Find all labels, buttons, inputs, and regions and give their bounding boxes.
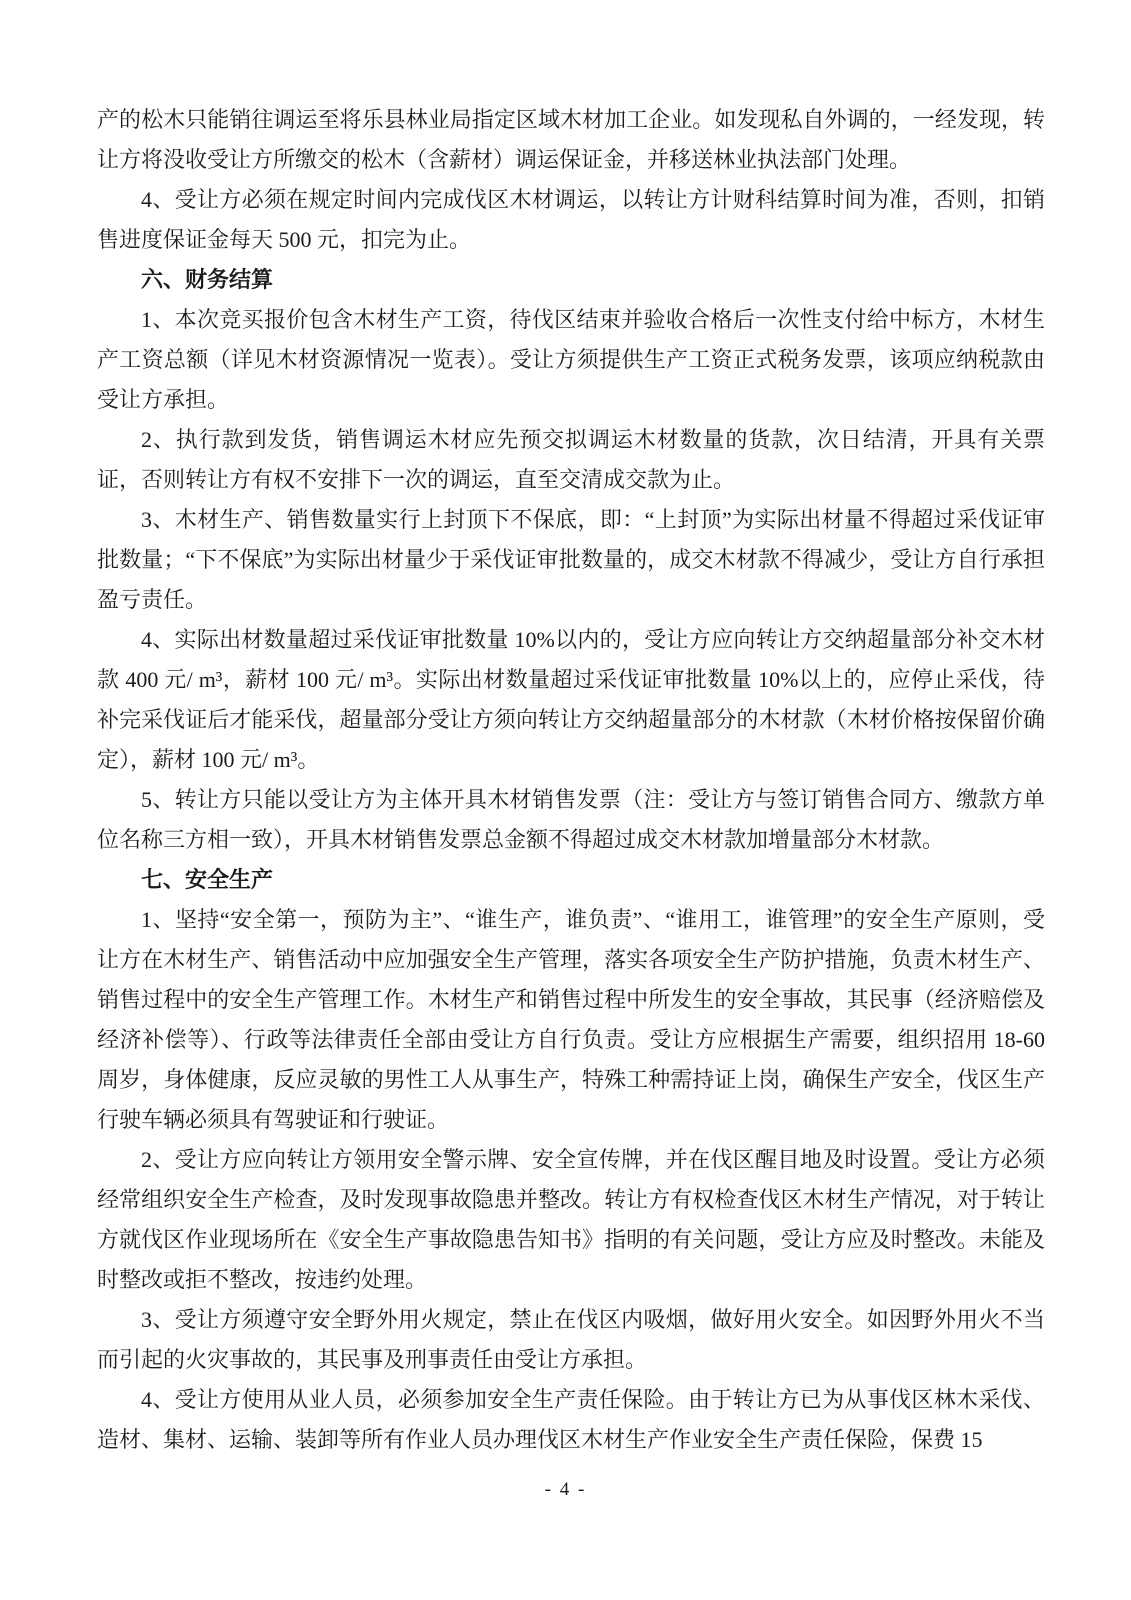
paragraph: 5、转让方只能以受让方为主体开具木材销售发票（注：受让方与签订销售合同方、缴款方单位名称三方相一致），开具木材销售发票总金额不得超过成交木材款加增量部分木材款。 — [97, 787, 1045, 852]
paragraph: 4、受让方使用从业人员，必须参加安全生产责任保险。由于转让方已为从事伐区林木采伐、造材、集材、运输、装卸等所有作业人员办理伐区木材生产作业安全生产责任保险，保费 15 — [97, 1387, 1045, 1452]
paragraph: 4、实际出材数量超过采伐证审批数量 10%以内的，受让方应向转让方交纳超量部分补交木材款 400 元/ m³，薪材 100 元/ m³。实际出材数量超过采伐证审批数量 10%以上的，应停止采伐，待补完采伐证后才能采伐，超量部分受让方须向转让方交纳超量部分的木材款（木材价格按保留价确定），薪材 100 元/ m³。 — [97, 627, 1045, 772]
document-body — [97, 100, 1045, 1460]
section-heading: 六、财务结算 — [141, 267, 274, 292]
paragraph: 2、受让方应向转让方领用安全警示牌、安全宣传牌，并在伐区醒目地及时设置。受让方必须经常组织安全生产检查，及时发现事故隐患并整改。转让方有权检查伐区木材生产情况，对于转让方就伐区作业现场所在《安全生产事故隐患告知书》指明的有关问题，受让方应及时整改。未能及时整改或拒不整改，按违约处理。 — [97, 1147, 1045, 1292]
paragraph: 产的松木只能销往调运至将乐县林业局指定区域木材加工企业。如发现私自外调的，一经发现，转让方将没收受让方所缴交的松木（含薪材）调运保证金，并移送林业执法部门处理。 — [97, 107, 1045, 172]
section-heading: 七、安全生产 — [141, 867, 274, 892]
paragraph: 3、木材生产、销售数量实行上封顶下不保底，即：“上封顶”为实际出材量不得超过采伐证审批数量；“下不保底”为实际出材量少于采伐证审批数量的，成交木材款不得减少，受让方自行承担盈亏责任。 — [97, 507, 1045, 612]
paragraph: 2、执行款到发货，销售调运木材应先预交拟调运木材数量的货款，次日结清，开具有关票证，否则转让方有权不安排下一次的调运，直至交清成交款为止。 — [97, 427, 1045, 492]
paragraph: 3、受让方须遵守安全野外用火规定，禁止在伐区内吸烟，做好用火安全。如因野外用火不当而引起的火灾事故的，其民事及刑事责任由受让方承担。 — [97, 1307, 1045, 1372]
page-number: - 4 - — [544, 1479, 587, 1500]
paragraph: 1、坚持“安全第一，预防为主”、“谁生产，谁负责”、“谁用工，谁管理”的安全生产原则，受让方在木材生产、销售活动中应加强安全生产管理，落实各项安全生产防护措施，负责木材生产、销售过程中的安全生产管理工作。木材生产和销售过程中所发生的安全事故，其民事（经济赔偿及经济补偿等）、行政等法律责任全部由受让方自行负责。受让方应根据生产需要，组织招用 18-60 周岁，身体健康，反应灵敏的男性工人从事生产，特殊工种需持证上岗，确保生产安全，伐区生产行驶车辆必须具有驾驶证和行驶证。 — [97, 907, 1045, 1132]
paragraph: 4、受让方必须在规定时间内完成伐区木材调运，以转让方计财科结算时间为准，否则，扣销售进度保证金每天 500 元，扣完为止。 — [97, 187, 1045, 252]
paragraph: 1、本次竞买报价包含木材生产工资，待伐区结束并验收合格后一次性支付给中标方，木材生产工资总额（详见木材资源情况一览表）。受让方须提供生产工资正式税务发票，该项应纳税款由受让方承担。 — [97, 307, 1045, 412]
